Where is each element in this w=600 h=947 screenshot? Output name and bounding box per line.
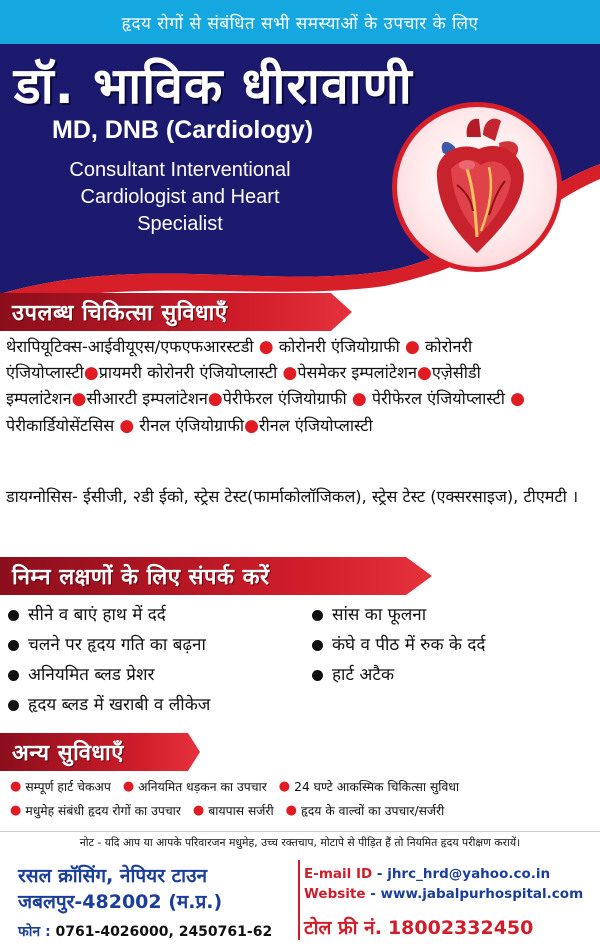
bullet-icon bbox=[8, 610, 19, 621]
website-row bbox=[304, 886, 583, 902]
doctor-degree: MD, DNB (Cardiology) bbox=[52, 116, 314, 144]
bullet-dot: ● bbox=[282, 363, 298, 384]
treatment-item: सीआरटी इम्पलांटेशन bbox=[86, 389, 208, 409]
phone-numbers[interactable]: 0761-4026000, 2450761-62 bbox=[55, 924, 273, 940]
treatment-item: प्रायमरी कोरोनरी एंजियोप्लास्टी bbox=[98, 363, 278, 383]
bullet-icon bbox=[312, 670, 323, 681]
bullet-icon bbox=[8, 640, 19, 651]
diagnosis-paragraph: डायग्नोसिस- ईसीजी, २डी ईको, स्ट्रेस टेस्ट(फार्माकोलॉजिकल), स्ट्रेस टेस्ट (एक्सरसाइज), टीएमटी । bbox=[6, 487, 579, 506]
contact-block bbox=[302, 856, 600, 947]
doctor-header bbox=[0, 44, 600, 294]
heart-illustration bbox=[392, 102, 562, 272]
treatment-item: पेरीकार्डियोसेंटसिस bbox=[6, 415, 115, 435]
bullet-dot: ● bbox=[351, 389, 367, 410]
bullet-dot: ● bbox=[122, 779, 135, 794]
designation-line: Consultant Interventional bbox=[69, 159, 291, 181]
section-treatments-header bbox=[0, 293, 352, 331]
bullet-dot: ● bbox=[258, 337, 274, 357]
facility-item: मधुमेह संबंधी हृदय रोगों का उपचार bbox=[25, 804, 181, 818]
bullet-dot: ● bbox=[285, 803, 297, 818]
doctor-designation bbox=[30, 157, 330, 238]
symptom-item: कंघे व पीठ में रुक के दर्द bbox=[308, 630, 485, 660]
facilities-row bbox=[6, 802, 452, 819]
bullet-dot: ● bbox=[71, 389, 87, 410]
bullet-dot: ● bbox=[416, 363, 432, 384]
facility-item: हृदय के वाल्वों का उपचार/सर्जरी bbox=[300, 804, 445, 818]
treatment-item: एज़ेसीडी इम्पलांटेशन bbox=[6, 363, 481, 409]
footer-divider bbox=[298, 860, 300, 940]
facilities-row bbox=[6, 778, 467, 795]
website-link[interactable]: - www.jabalpurhospital.com bbox=[370, 886, 584, 902]
bullet-icon bbox=[312, 640, 323, 651]
treatments-paragraph bbox=[6, 334, 596, 439]
bullet-dot: ● bbox=[10, 779, 22, 794]
top-strip bbox=[0, 0, 600, 44]
section-symptoms-header bbox=[0, 557, 432, 595]
bullet-dot: ● bbox=[405, 337, 420, 357]
symptoms-left-list bbox=[4, 600, 210, 720]
bullet-dot: ● bbox=[192, 803, 205, 818]
email-link[interactable]: - jhrc_hrd@yahoo.co.in bbox=[376, 866, 551, 882]
address-line: रसल क्रॉसिंग, नेपियर टाउन bbox=[18, 865, 208, 887]
tollfree-number[interactable]: 18002332450 bbox=[387, 917, 534, 939]
treatment-item: पेरीफेरल एंजियोग्राफी bbox=[222, 389, 347, 409]
section-facilities-header bbox=[0, 733, 200, 771]
bullet-icon bbox=[8, 700, 19, 711]
address-block bbox=[0, 856, 300, 947]
phone-label: फोन : bbox=[18, 924, 51, 940]
section-title: निम्न लक्षणों के लिए संपर्क करें bbox=[12, 565, 270, 590]
symptom-item: हृदय ब्लड में खराबी व लीकेज bbox=[4, 690, 210, 720]
tollfree-row bbox=[304, 914, 533, 940]
treatment-item: कोरोनरी एंजियोप्लास्टी bbox=[6, 337, 473, 383]
email-row bbox=[304, 866, 550, 882]
symptom-item: सांस का फूलना bbox=[308, 600, 485, 630]
treatment-item: आईवीयूएस/एफएफआरस्टडी bbox=[87, 337, 254, 356]
contact-footer bbox=[0, 852, 600, 947]
facility-item: सम्पूर्ण हार्ट चेकअप bbox=[25, 780, 111, 794]
designation-line: Cardiologist and Heart bbox=[80, 186, 280, 208]
bullet-dot: ● bbox=[207, 389, 223, 410]
symptom-item: चलने पर हृदय गति का बढ़ना bbox=[4, 630, 210, 660]
bullet-dot: ● bbox=[119, 415, 135, 436]
bullet-dot: ● bbox=[10, 803, 22, 818]
treatment-item: रीनल एंजियोग्राफी bbox=[139, 415, 245, 435]
symptom-item: अनियमित ब्लड प्रेशर bbox=[4, 660, 210, 690]
treatment-item: रीनल एंजियोप्लास्टी bbox=[258, 415, 373, 435]
section-title: उपलब्ध चिकित्सा सुविधाएँ bbox=[12, 301, 228, 326]
tollfree-label: टोल फ्री नं. bbox=[304, 917, 382, 939]
bullet-icon bbox=[8, 670, 19, 681]
email-label: E-mail ID bbox=[304, 866, 373, 882]
bullet-dot: ● bbox=[244, 415, 259, 436]
bullet-icon bbox=[312, 610, 323, 621]
facility-item: अनियमित धड़कन का उपचार bbox=[138, 780, 267, 794]
bullet-dot: ● bbox=[510, 389, 525, 410]
facility-item: 24 घण्टे आकस्मिक चिकित्सा सुविधा bbox=[294, 780, 460, 794]
facility-item: बायपास सर्जरी bbox=[208, 804, 274, 818]
anatomical-heart-icon bbox=[397, 107, 557, 267]
website-label: Website bbox=[304, 886, 366, 902]
treatment-item: पेसमेकर इम्पलांटेशन bbox=[297, 363, 417, 383]
designation-line: Specialist bbox=[137, 213, 223, 235]
bullet-dot: ● bbox=[83, 363, 99, 384]
symptom-item: हार्ट अटैक bbox=[308, 660, 485, 690]
advisory-note: नोट - यदि आप या आपके परिवारजन मधुमेह, उच्च रक्तचाप, मोटापे से पीड़ित हैं तो नियमित हृदय परीक्षण करायें। bbox=[0, 831, 600, 850]
symptom-item: सीने व बाएं हाथ में दर्द bbox=[4, 600, 210, 630]
address-line: जबलपुर-482002 (म.प्र.) bbox=[18, 891, 223, 913]
bullet-dot: ● bbox=[278, 779, 291, 794]
doctor-name: डॉ. भाविक धीरावाणी bbox=[14, 57, 413, 115]
symptoms-right-list bbox=[308, 600, 485, 690]
section-title: अन्य सुविधाएँ bbox=[12, 741, 124, 766]
treatment-item: पेरीफेरल एंजियोप्लास्टी bbox=[371, 389, 505, 409]
phone-line bbox=[18, 922, 272, 941]
treatment-item: कोरोनरी एंजियोग्राफी bbox=[278, 337, 400, 356]
treatments-prefix: थेरापियूटिक्स- bbox=[6, 337, 88, 356]
top-strip-text: हृदय रोगों से संबंधित सभी समस्याओं के उपचार के लिए bbox=[121, 13, 479, 34]
